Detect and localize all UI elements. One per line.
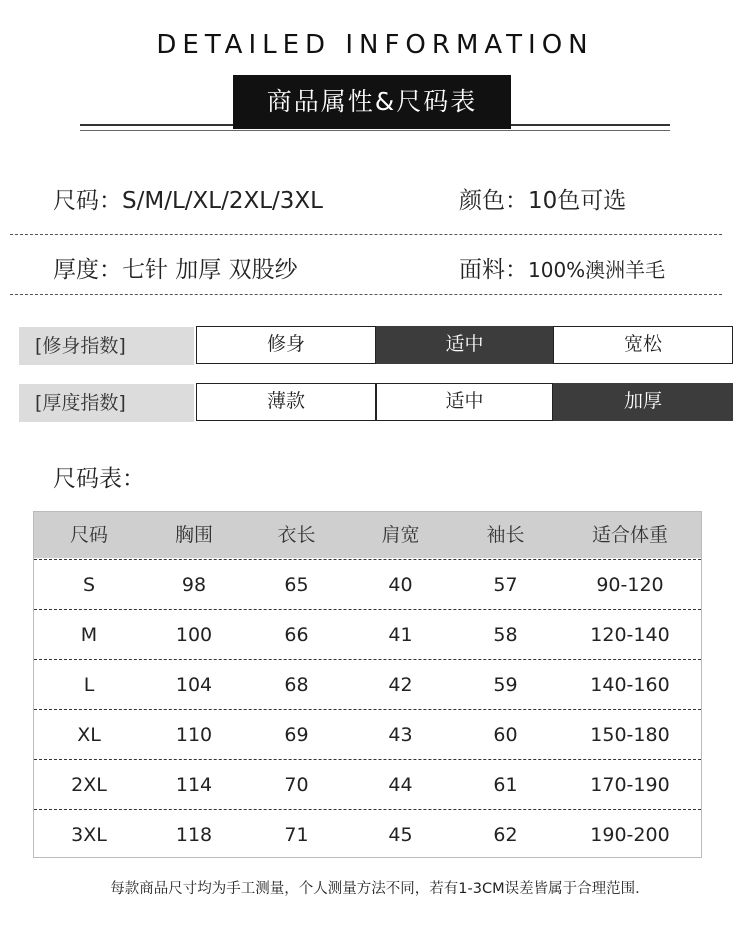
table-cell: 61 (493, 774, 518, 796)
table-cell: 40 (388, 574, 413, 596)
attr-size-label: 尺码： (53, 188, 122, 214)
thickness-index-label: [厚度指数] (19, 384, 194, 422)
attr-size (53, 182, 323, 215)
table-cell: 69 (284, 724, 309, 746)
fit-option-loose: 宽松 (553, 326, 733, 364)
table-cell: 43 (388, 724, 413, 746)
attr-color (459, 182, 626, 215)
table-row (34, 710, 701, 760)
table-cell: 66 (284, 624, 309, 646)
table-cell: M (80, 624, 98, 646)
table-cell: 100 (175, 624, 213, 646)
attr-color-label: 颜色： (459, 188, 528, 214)
attr-fabric (459, 251, 665, 284)
thickness-option-thick: 加厚 (553, 383, 733, 421)
table-row (34, 610, 701, 660)
table-row (34, 560, 701, 610)
table-cell: 62 (493, 824, 518, 846)
table-row (34, 810, 701, 860)
table-cell: 42 (388, 674, 413, 696)
header-cell: 适合体重 (591, 524, 668, 546)
table-cell: XL (77, 724, 101, 746)
table-cell: 44 (388, 774, 413, 796)
attr-thickness (53, 251, 298, 284)
thickness-option-thin: 薄款 (196, 383, 376, 421)
header-title-cn: 商品属性&尺码表 (233, 75, 511, 129)
thickness-option-medium: 适中 (376, 383, 553, 421)
table-cell: 110 (175, 724, 213, 746)
table-cell: 114 (175, 774, 213, 796)
attr-thickness-value: 七针 加厚 双股纱 (122, 257, 298, 283)
fit-index-label: [修身指数] (19, 327, 194, 365)
table-cell: 120-140 (590, 624, 670, 646)
table-cell: 68 (284, 674, 309, 696)
size-table (33, 511, 702, 858)
table-cell: 3XL (71, 824, 107, 846)
table-cell: 59 (493, 674, 518, 696)
table-cell: 57 (493, 574, 518, 596)
header-cell: 袖长 (486, 524, 525, 546)
attr-color-value: 10色可选 (528, 188, 627, 214)
table-cell: 190-200 (590, 824, 670, 846)
table-cell: 140-160 (590, 674, 670, 696)
divider (10, 294, 722, 295)
table-cell: 58 (493, 624, 518, 646)
header-cell: 尺码 (69, 524, 108, 546)
table-cell: 104 (175, 674, 213, 696)
size-table-header (34, 512, 701, 558)
header-cell: 肩宽 (381, 524, 420, 546)
table-cell: 41 (388, 624, 413, 646)
table-cell: 118 (175, 824, 213, 846)
attr-size-value: S/M/L/XL/2XL/3XL (122, 188, 323, 214)
header-cell: 胸围 (174, 524, 213, 546)
fit-option-slim: 修身 (196, 326, 376, 364)
table-cell: S (82, 574, 96, 596)
attr-thickness-label: 厚度： (53, 257, 122, 283)
header-title-en: DETAILED INFORMATION (156, 30, 594, 60)
table-cell: 65 (284, 574, 309, 596)
fit-option-regular: 适中 (376, 326, 553, 364)
table-cell: 45 (388, 824, 413, 846)
footnote: 每款商品尺寸均为手工测量，个人测量方法不同，若有1-3CM误差皆属于合理范围. (110, 881, 640, 897)
table-cell: 2XL (71, 774, 107, 796)
table-cell: 60 (493, 724, 518, 746)
table-row (34, 660, 701, 710)
header-rule-thin (80, 130, 670, 131)
attr-fabric-value: 100%澳洲羊毛 (528, 258, 666, 282)
table-row (34, 760, 701, 810)
attr-fabric-label: 面料： (459, 257, 528, 283)
divider (10, 234, 722, 235)
table-cell: 98 (181, 574, 207, 596)
table-cell: 150-180 (590, 724, 670, 746)
table-cell: 90-120 (596, 574, 664, 596)
size-table-title: 尺码表： (53, 466, 145, 492)
table-cell: 170-190 (590, 774, 670, 796)
table-cell: 71 (284, 824, 309, 846)
header-cell: 衣长 (277, 524, 316, 546)
table-cell: L (83, 674, 95, 696)
table-cell: 70 (284, 774, 309, 796)
